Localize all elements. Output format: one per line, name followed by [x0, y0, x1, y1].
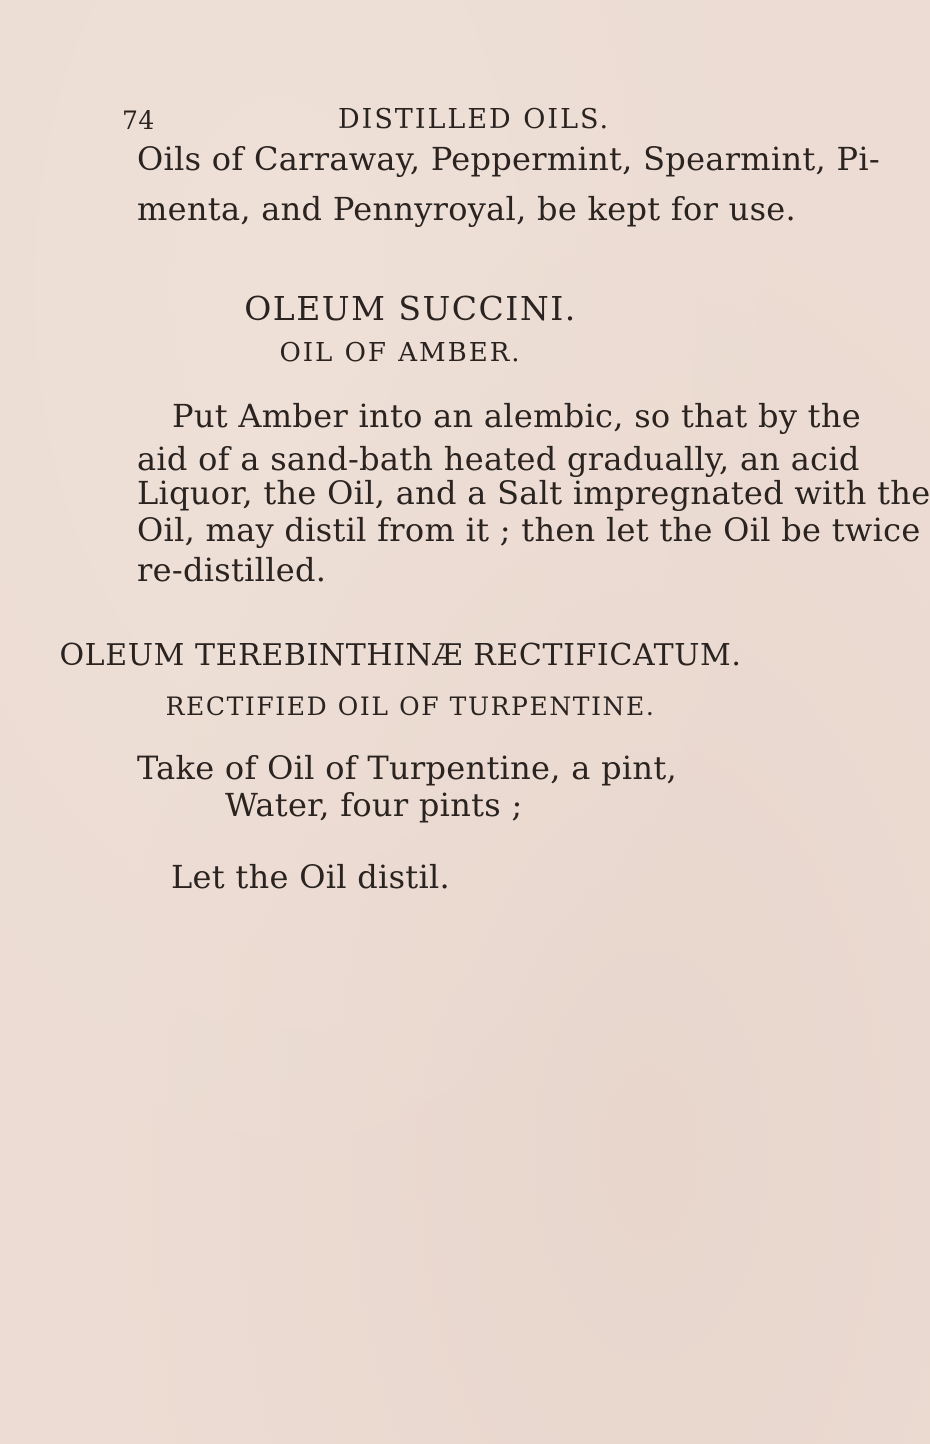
amber-line-1: Put Amber into an alembic, so that by the: [172, 397, 861, 435]
section-subtitle-oil-of-amber: OIL OF AMBER.: [279, 338, 522, 368]
instruction-line: Let the Oil distil.: [171, 858, 451, 896]
recipe-line-2: Water, four pints ;: [225, 786, 523, 824]
intro-line-2: menta, and Pennyroyal, be kept for use.: [137, 190, 796, 228]
page-number: 74: [122, 106, 155, 135]
intro-line-1: Oils of Carraway, Peppermint, Spearmint, Pi-: [137, 140, 880, 178]
section-title-oleum-terebinthinae: OLEUM TEREBINTHINÆ RECTIFICATUM.: [59, 638, 742, 673]
recipe-line-1: Take of Oil of Turpentine, a pint,: [137, 749, 677, 787]
amber-line-5: re-distilled.: [137, 551, 327, 589]
running-head: DISTILLED OILS.: [338, 104, 611, 135]
amber-line-2: aid of a sand-bath heated gradually, an acid: [137, 440, 860, 478]
section-title-oleum-succini: OLEUM SUCCINI.: [244, 289, 577, 328]
section-subtitle-rectified-oil: RECTIFIED OIL OF TURPENTINE.: [165, 692, 656, 721]
amber-line-4: Oil, may distil from it ; then let the Oil be twice: [137, 511, 921, 549]
amber-line-3: Liquor, the Oil, and a Salt impregnated with the: [137, 474, 930, 512]
